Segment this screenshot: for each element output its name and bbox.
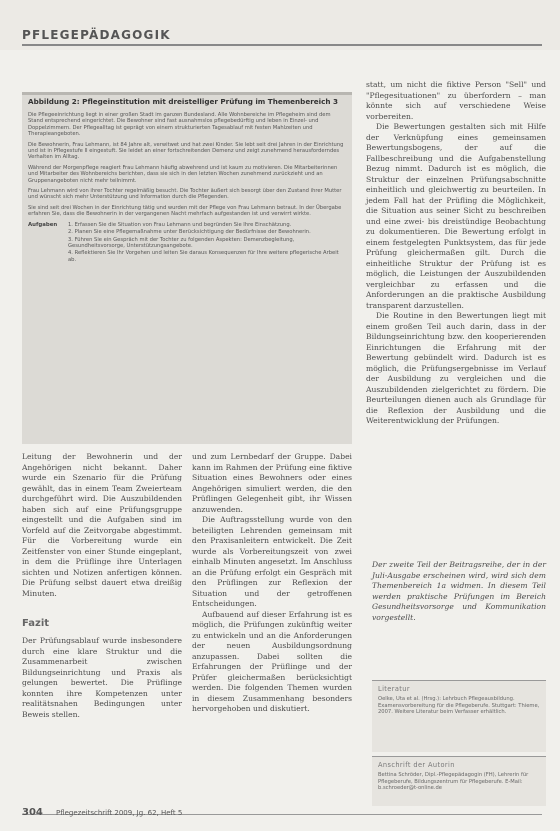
task-list [68,222,346,264]
fazit-heading: Fazit [22,618,50,629]
task-item: 2. Planen Sie eine Pflegemaßnahme unter Berücksichtigung der Bedürfnisse der Bewohnerin. [68,229,311,236]
box-paragraph: Sie sind seit drei Wochen in der Einrichtung tätig und wurden mit der Pflege von Frau Lehmann betraut. In der Übergabe erfahren Sie, dass die Bewohnerin in der vergangenen Nacht mehrfach aufgestanden ist und verwirrt wirkte. [28,204,342,218]
body-paragraph: Die Auftragsstellung wurde von den beteiligten Lehrenden gemeinsam mit den Praxisanleitern entwickelt. Die Zeit wurde als Vorbereitungszeit von zwei einhalb Minuten angesetzt. Im Anschluss an die Prüfung erfolgt ein Gespräch mit den Prüflingen zur Reflexion der Situation und der getroffenen Entscheidungen. [192,515,352,608]
page-footer [22,800,182,819]
task-item: 4. Reflektieren Sie Ihr Vorgehen und leiten Sie daraus Konsequenzen für Ihre weitere pflegerische Arbeit ab. [68,250,339,263]
journal-reference: Pflegezeitschrift 2009, Jg. 62, Heft 5 [55,809,183,817]
page-number: 304 [22,807,43,818]
box-paragraph: Die Bewohnerin, Frau Lehmann, ist 84 Jahre alt, verwitwet und hat zwei Kinder. Sie lebt seit drei Jahren in der Einrichtung und ist in Pflegestufe II eingestuft. Sie leidet an einer fortschreitenden Demenz und zeigt zunehmend herausforderndes Verhalten im Alltag. [28,141,344,161]
tasks-row [28,222,346,264]
author-heading: Anschrift der Autorin [378,761,455,769]
box-paragraph: Während der Morgenpflege reagiert Frau Lehmann häufig abwehrend und ist kaum zu motivieren. Die Mitarbeiterinnen und Mitarbeiter des Wohnbereichs berichten, dass sie sich in den letzten Wochen zunehmend zurückzieht und an Gruppenangeboten nicht mehr teilnimmt. [28,164,338,184]
series-teaser: Der zweite Teil der Beitragsreihe, der in der Juli-Ausgabe erscheinen wird, wird sich dem Themenbereich 1a widmen. In diesem Teil werden praktische Prüfungen im Bereich Gesundheitsvorsorge und Kommunikation vorgestellt. [372,560,546,622]
body-paragraph: Aufbauend auf dieser Erfahrung ist es möglich, die Prüfungen zukünftig weiter zu entwickeln und an die Anforderungen der neuen Ausbildungsordnung anzupassen. Dabei sollten die Erfahrungen der Prüflinge und der Prüfer gleichermaßen berücksichtigt werden. Die folgenden Themen wurden in diesem Zusammenhang besonders hervorgehoben und diskutiert. [192,609,352,713]
body-paragraph: Die Bewertungen gestalten sich mit Hilfe der Verknüpfung eines gemeinsamen Bewertungsbogens, der auf die Fallbeschreibung und die Aufgabenstellung Bezug nimmt. Dadurch ist es möglich, die Struktur der einzelnen Prüfungsabschnitte einheitlich und gleichwertig zu beurteilen. In jedem Fall hat der Prüfling die Möglichkeit, die Situation aus seiner Sicht zu beschreiben und eine zwei- bis dreistündige Beobachtung zu dokumentieren. Die Bewertung erfolgt in einem festgelegten Punktsystem, das für jede Prüfung gleichermaßen gilt. Durch die einheitliche Struktur der Prüfung ist es möglich, die Leistungen der Auszubildenden vergleichbar zu erfassen und die Anforderungen an die praktische Ausbildung transparent darzustellen. [366,122,546,310]
body-paragraph: Leitung der Bewohnerin und der Angehörigen nicht bekannt. Daher wurde ein Szenario für die Prüfung gewählt, das in einem Team Zweierteam durchgeführt wird. Die Auszubildenden haben sich auf eine Prüfungsgruppe eingestellt und die Aufgaben sind im Vorfeld auf die Zeitvorgabe abgestimmt. Für die Vorbereitung wurde ein Zeitfenster von einer Stunde eingeplant, in dem die Prüflinge ihre Unterlagen sichten und Notizen anfertigen können. Die Prüfung selbst dauert etwa dreißig Minuten. [22,452,182,598]
box-paragraph: Die Pflegeeinrichtung liegt in einer großen Stadt im ganzen Bundesland. Alle Wohnbereiche im Pflegeheim sind dem Stand entsprechend eingerichtet. Die Bewohner sind fast ausnahmslos pflegebedürftig und leben in Einzel- und Doppelzimmern. Der Pflegealltag ist geprägt von einem strukturierten Tagesablauf mit festen Mahlzeiten und Therapieangeboten. [28,112,331,138]
fazit-text: Der Prüfungsablauf wurde insbesondere durch eine klare Struktur und die Zusammenarbeit zwischen Bildungseinrichtung und Praxis als gelungen bewertet. Die Prüflinge konnten ihre Kompetenzen unter realitätsnahen Bedingungen unter Beweis stellen. [22,636,182,719]
left-column [22,452,182,599]
body-paragraph: Die Routine in den Bewertungen liegt mit einem großen Teil auch darin, dass in der Bildungseinrichtung bzw. den kooperierenden Einrichtungen die Erfahrung mit der Bewertung gebündelt wird. Dadurch ist es möglich, die Prüfungsergebnisse im Verlauf der Ausbildung zu vergleichen und die Auszubildenden zielgerichtet zu fördern. Die Beurteilungen dienen auch als Grundlage für die Reflexion der Ausbildung und die Weiterentwicklung der Prüfungen. [366,311,546,425]
middle-column [192,452,352,715]
body-paragraph: statt, um nicht die fiktive Person "Sell" und "Pflegesituationen" zu überfordern – man könnte sich auf verschiedene Weise vorbereiten. [366,80,546,121]
header-band [0,0,560,50]
author-text: Bettina Schröder, Dipl.-Pflegepädagogin (FH), Lehrerin für Pflegeberufe, Bildungszentrum für Pflegeberufe. E-Mail: b.schroeder@t-online.de [378,772,529,791]
box-paragraph: Frau Lehmann wird von ihrer Tochter regelmäßig besucht. Die Tochter äußert sich besorgt über den Zustand ihrer Mutter und wünscht sich mehr Unterstützung und Information durch die Pflegenden. [28,188,342,201]
header-divider [22,44,542,46]
literature-heading: Literatur [378,685,410,693]
tasks-label: Aufgaben [28,221,58,228]
literature-box [372,680,546,752]
section-title: PFLEGEPÄDAGOGIK [22,28,171,42]
literature-text: Oelke, Uta et al. (Hrsg.): Lehrbuch Pflegeausbildung. Examensvorbereitung für die Pflegeberufe. Stuttgart: Thieme, 2007. Weitere Literatur beim Verfasser erhältlich. [378,696,540,715]
author-box [372,756,546,806]
right-column [366,80,546,427]
case-study-box [22,92,352,444]
task-item: 3. Führen Sie ein Gespräch mit der Tochter zu folgenden Aspekten: Demenzbegleitung, Gesundheitsvorsorge, Unterstützungsangebote. [68,236,295,249]
task-item: 1. Erfassen Sie die Situation von Frau Lehmann und begründen Sie Ihre Einschätzung. [68,221,292,228]
box-title: Abbildung 2: Pflegeinstitution mit dreistelliger Prüfung im Themenbereich 3 [28,97,338,106]
body-paragraph: und zum Lernbedarf der Gruppe. Dabei kann im Rahmen der Prüfung eine fiktive Situation eines Bewohners oder eines Angehörigen simuliert werden, die den Prüflingen Gelegenheit gibt, ihr Wissen anzuwenden. [192,452,352,514]
